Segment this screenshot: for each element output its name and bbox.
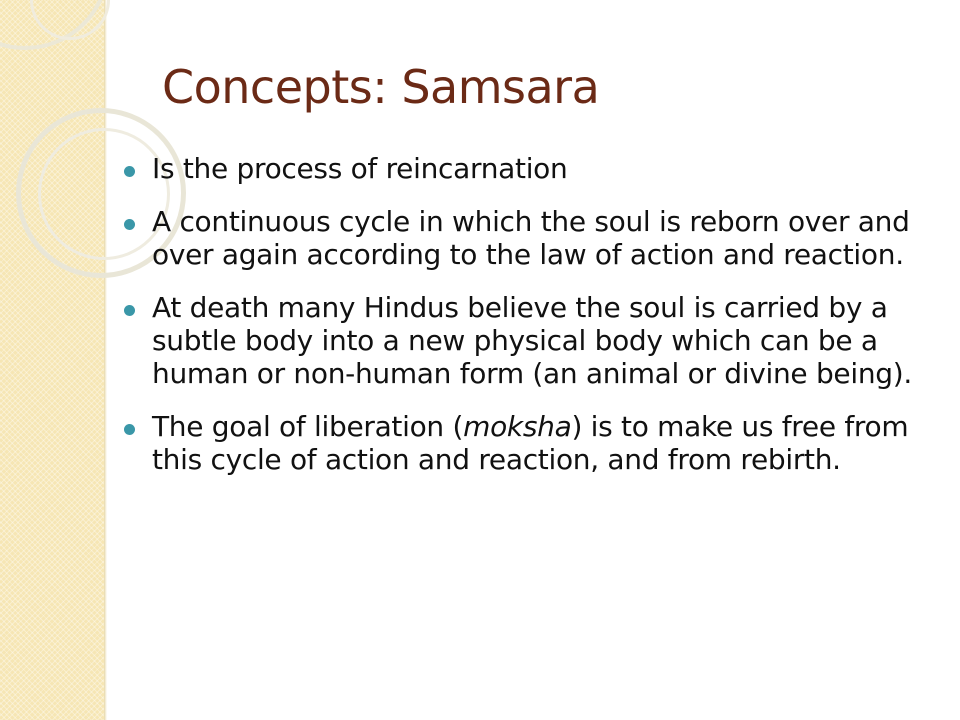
bullet-dot-icon [124, 166, 135, 177]
bullet-text: A continuous cycle in which the soul is reborn over and over again according to the law of action and reaction. [152, 205, 910, 271]
bullet-item [120, 152, 920, 185]
bullet-text-after: ) is to make us free from this cycle of action and reaction, and from rebirth. [152, 410, 909, 476]
bullet-item [120, 205, 920, 271]
bullet-item [120, 410, 920, 476]
bullet-dot-icon [124, 219, 135, 230]
bullet-text-before: The goal of liberation ( [152, 410, 464, 443]
bullet-text: At death many Hindus believe the soul is carried by a subtle body into a new physical body which can be a human or non-human form (an animal or divine being). [152, 291, 912, 390]
bullet-dot-icon [124, 305, 135, 316]
moksha-term: moksha [463, 410, 572, 443]
bullet-text: Is the process of reincarnation [152, 152, 568, 185]
bullet-dot-icon [124, 424, 135, 435]
slide-title: Concepts: Samsara [162, 60, 600, 114]
bullet-list [120, 152, 920, 496]
bullet-item [120, 291, 920, 390]
